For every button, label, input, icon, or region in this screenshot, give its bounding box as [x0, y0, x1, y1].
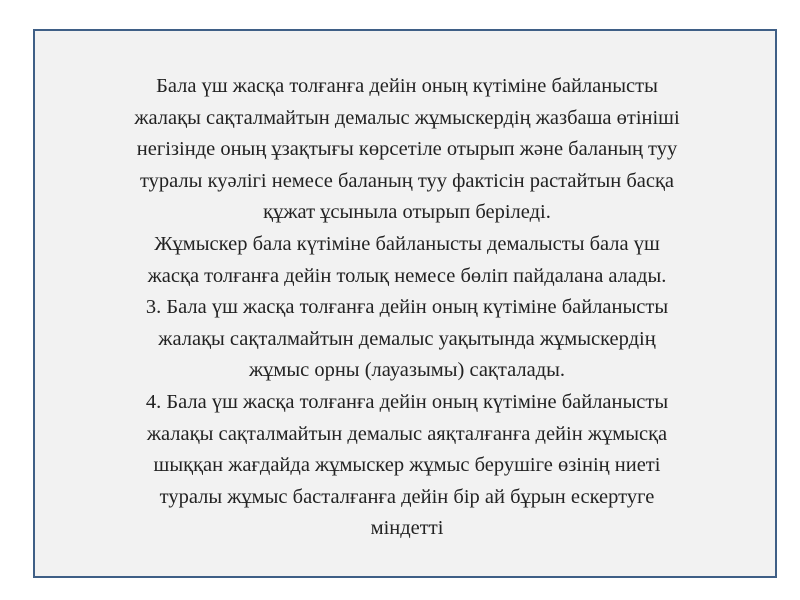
text-line: жасқа толғанға дейін толық немесе бөліп пайдалана алады.: [147, 264, 667, 287]
text-line: жалақы сақталмайтын демалыс уақытында жұмыскердің: [158, 327, 656, 350]
text-line: құжат ұсыныла отырып беріледі.: [263, 201, 551, 224]
text-line: туралы куәлігі немесе баланың туу фактісін растайтын басқа: [139, 169, 675, 192]
body-text: [35, 71, 779, 545]
text-line: жұмыс орны (лауазымы) сақталады.: [248, 359, 566, 382]
text-line: 4. Бала үш жасқа толғанға дейін оның күтіміне байланысты: [145, 390, 669, 413]
text-line: шыққан жағдайда жұмыскер жұмыс берушіге өзінің ниеті: [153, 454, 661, 477]
text-line: Жұмыскер бала күтіміне байланысты демалысты бала үш: [154, 232, 660, 255]
text-line: жалақы сақталмайтын демалыс жұмыскердің жазбаша өтініші: [134, 106, 680, 129]
text-line: туралы жұмыс басталғанға дейін бір ай бұрын ескертуге: [159, 485, 655, 508]
text-line: Бала үш жасқа толғанға дейін оның күтіміне байланысты: [156, 75, 658, 97]
text-line: 3. Бала үш жасқа толғанға дейін оның күтіміне байланысты: [145, 296, 669, 319]
text-line: негізінде оның ұзақтығы көрсетіле отырып және баланың туу: [136, 138, 678, 161]
text-box: [33, 29, 777, 578]
text-line: жалақы сақталмайтын демалыс аяқталғанға дейін жұмысқа: [146, 422, 668, 445]
text-line: міндетті: [370, 517, 444, 540]
